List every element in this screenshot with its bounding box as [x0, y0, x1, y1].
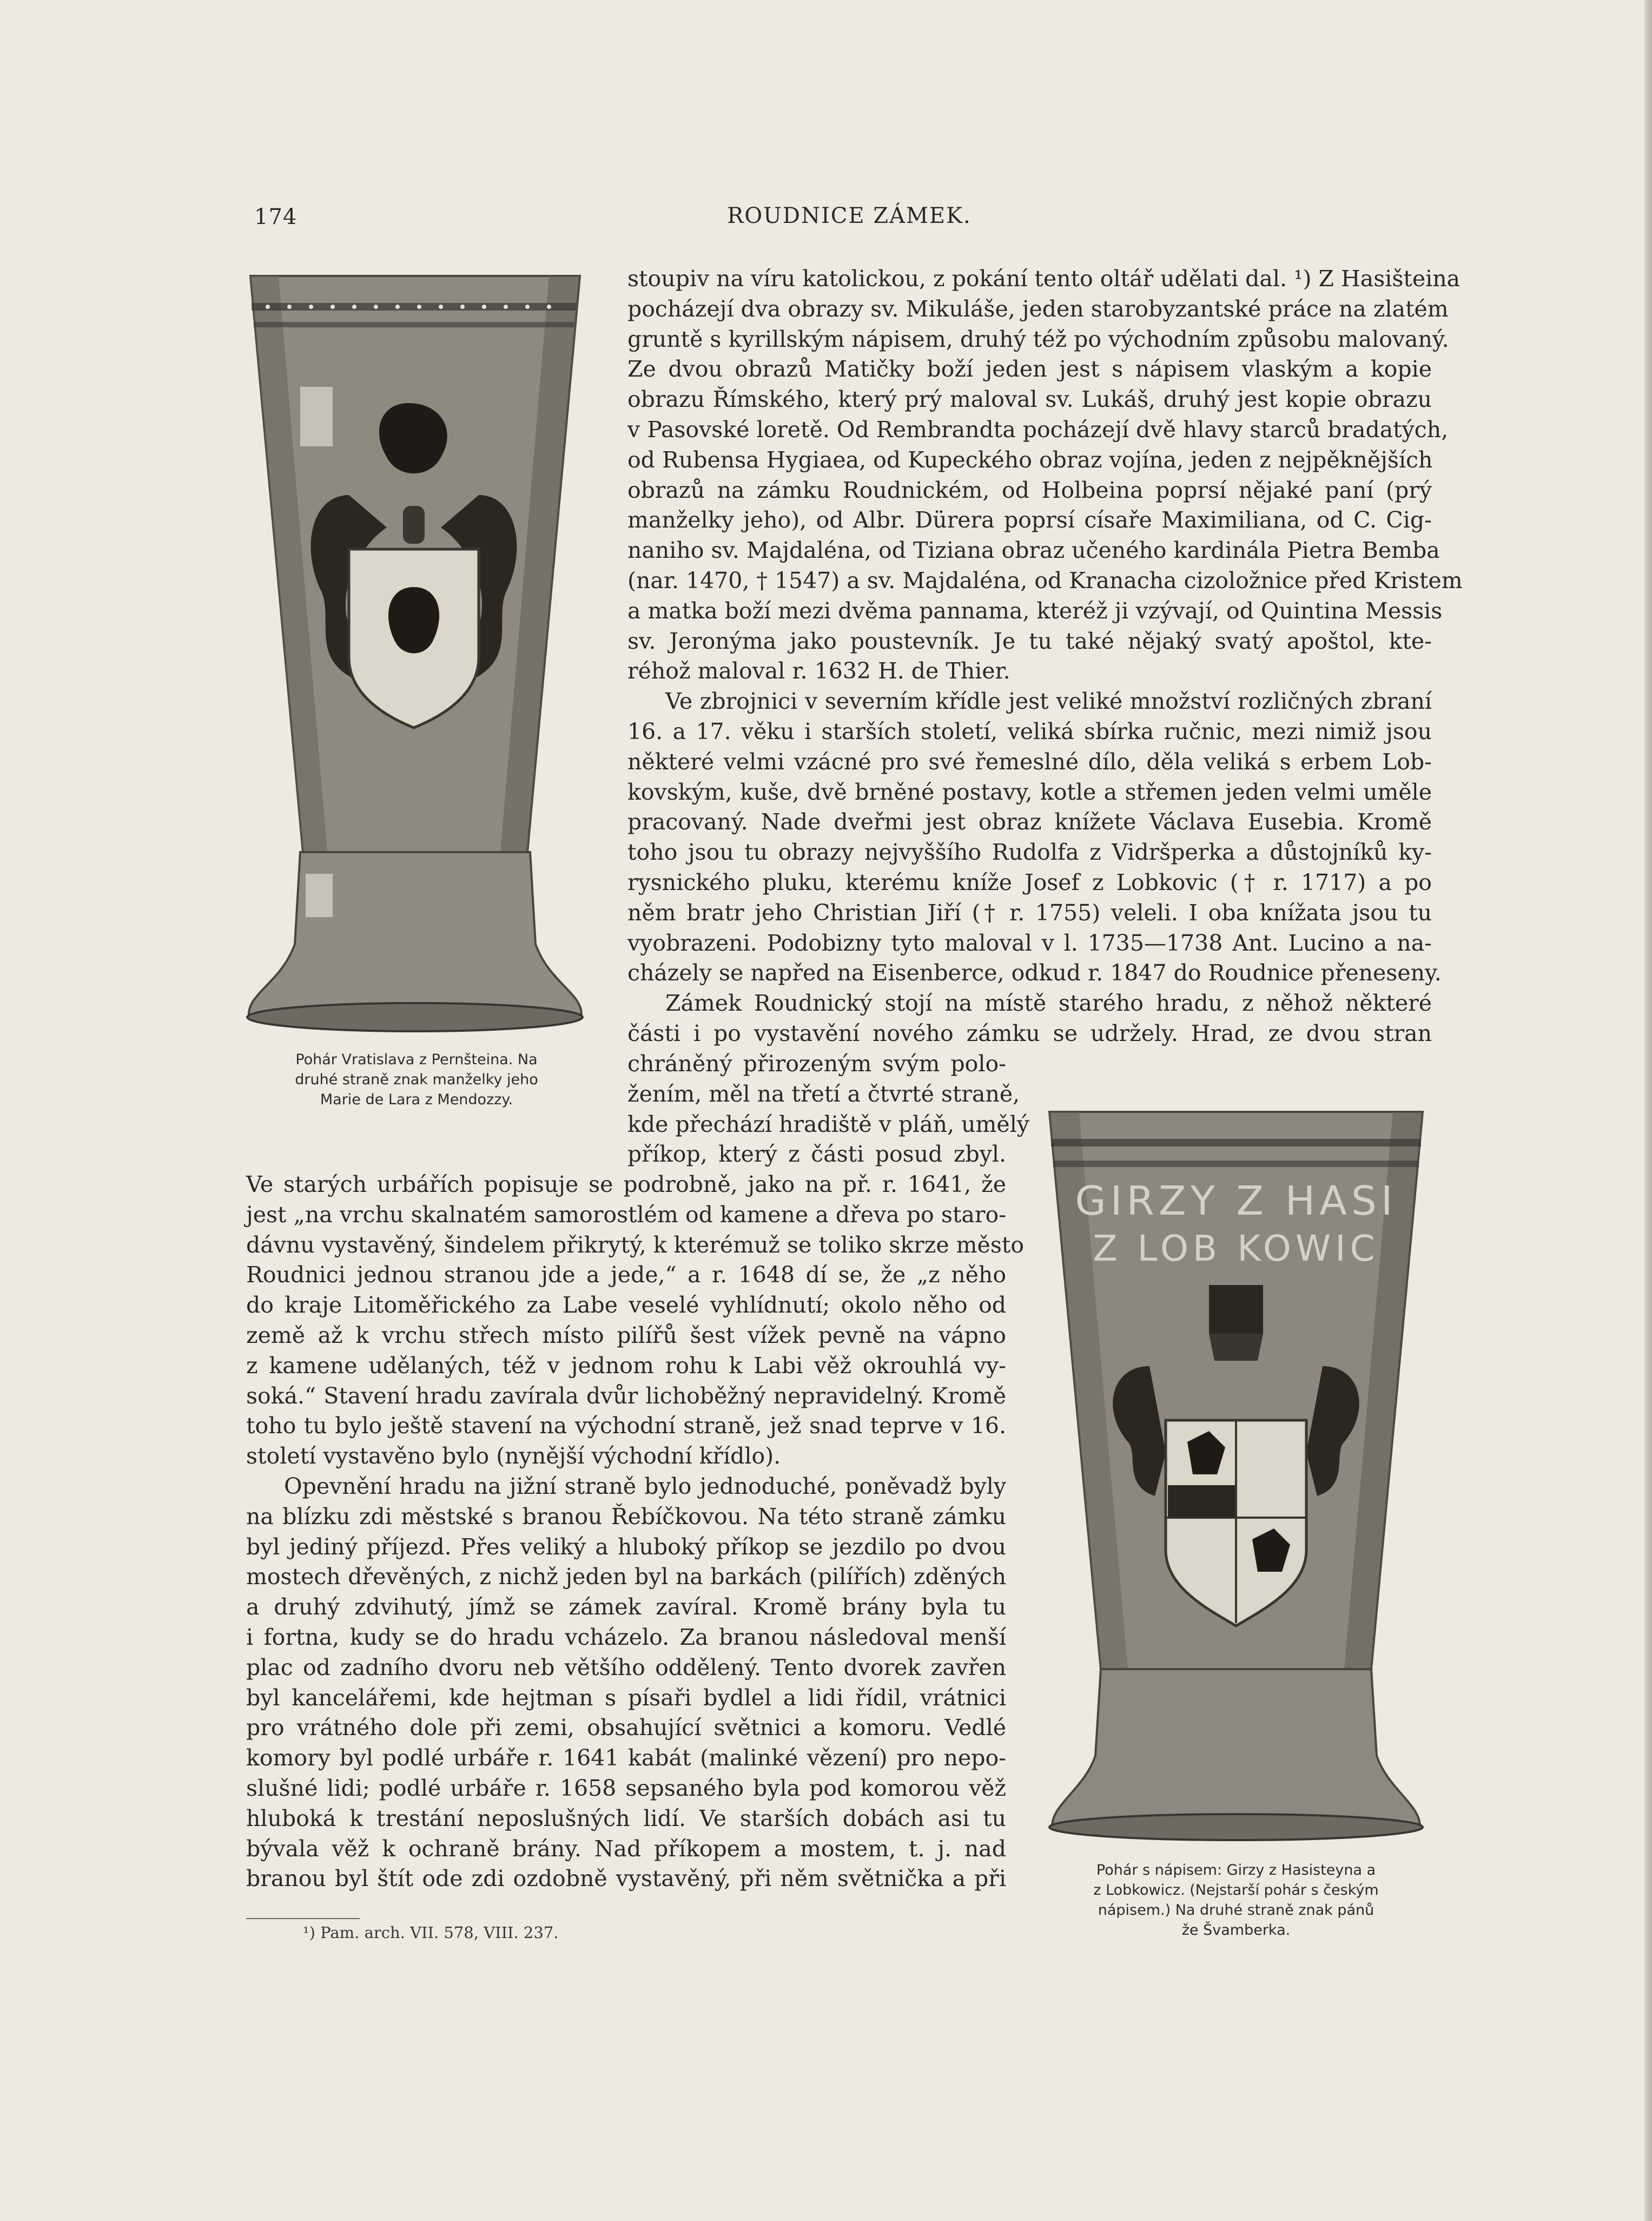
text-line: toho jsou tu obrazy nejvyššího Rudolfa z Vidršperka a důstojníků ky-	[627, 839, 1432, 866]
text-line: pracovaný. Nade dveřmi jest obraz knížete Václava Eusebia. Kromě	[627, 809, 1432, 835]
text-line: branou byl štít ode zdi ozdobně vystavěný, při něm světnička a při	[246, 1866, 1006, 1892]
goblet-pernstein-illustration	[246, 268, 584, 1036]
text-line: Opevnění hradu na jižní straně bylo jednoduché, poněvadž byly	[284, 1473, 1006, 1499]
text-line: sv. Jeronýma jako poustevník. Je tu také nějaký svatý apoštol, kte-	[627, 628, 1432, 654]
text-line: naniho sv. Majdaléna, od Tiziana obraz učeného kardinála Pietra Bemba	[627, 537, 1440, 564]
caption-line: Pohár Vratislava z Pernšteina. Na	[295, 1051, 538, 1068]
text-line: v Pasovské loretě. Od Rembrandta pocházejí dvě hlavy starců bradatých,	[627, 416, 1449, 443]
caption-line: nápisem.) Na druhé straně znak pánů	[1098, 1902, 1375, 1919]
text-line: pocházejí dva obrazy sv. Mikuláše, jeden starobyzantské práce na zlatém	[627, 295, 1449, 322]
text-line: (nar. 1470, † 1547) a sv. Majdaléna, od Kranacha cizoložnice před Kristem	[627, 567, 1463, 594]
figure-goblet-lobkowicz	[1047, 1106, 1425, 1842]
text-line: i fortna, kudy se do hradu vcházelo. Za branou následoval menší	[246, 1624, 1006, 1650]
text-line: slušné lidi; podlé urbáře r. 1658 sepsaného byla pod komorou věž	[246, 1775, 1006, 1801]
body-text-upper	[627, 264, 1463, 1049]
text-line: manželky jeho), od Albr. Dürera poprsí císaře Maximiliana, od C. Cig-	[627, 507, 1432, 533]
text-line: pro vrátného dole při zemi, obsahující světnici a komoru. Vedlé	[246, 1715, 1006, 1741]
text-line: některé velmi vzácné pro své řemeslné dílo, děla veliká s erbem Lob-	[627, 748, 1432, 775]
text-line: byl kancelářemi, kde hejtman s písaři bydlel a lidi řídil, vrátnici	[246, 1684, 1006, 1711]
body-text-lower	[246, 1170, 1025, 1894]
text-line: cházely se napřed na Eisenberce, odkud r. 1847 do Roudnice přeneseny.	[627, 960, 1442, 986]
inscription-line-1: GIRZY Z HASI	[1075, 1178, 1397, 1224]
text-line: soká.“ Stavení hradu zavírala dvůr lichoběžný nepravidelný. Kromě	[246, 1382, 1006, 1409]
text-line: Roudnici jednou stranou jde a jede,“ a r. 1648 dí se, že „z něho	[246, 1262, 1006, 1288]
text-line: z kamene udělaných, též v jednom rohu k Labi věž okrouhlá vy-	[246, 1352, 1006, 1379]
text-line: réhož maloval r. 1632 H. de Thier.	[627, 658, 1010, 684]
scan-edge	[1644, 0, 1652, 2221]
text-line: hluboká k trestání neposlušných lidí. Ve starších dobách asi tu	[246, 1805, 1006, 1831]
text-line: století vystavěno bylo (nynější východní křídlo).	[246, 1443, 781, 1469]
text-line: mostech dřevěných, z nichž jeden byl na barkách (pilířích) zděných	[246, 1564, 1006, 1590]
text-line: a matka boží mezi dvěma pannama, kteréž ji vzývají, od Quintina Messis	[627, 597, 1443, 624]
footnote: ¹) Pam. arch. VII. 578, VIII. 237.	[303, 1923, 559, 1942]
text-line: stoupiv na víru katolickou, z pokání tento oltář udělati dal. ¹) Z Hasišteina	[627, 266, 1461, 292]
text-line: obrazu Římského, který prý maloval sv. Lukáš, druhý jest kopie obrazu	[627, 386, 1432, 413]
text-line: toho tu bylo ještě stavení na východní straně, jež snad teprve v 16.	[246, 1413, 1006, 1439]
text-line: do kraje Litoměřického za Labe veselé vyhlídnutí; okolo něho od	[246, 1292, 1006, 1319]
caption-line: druhé straně znak manželky jeho	[295, 1071, 538, 1088]
page-number: 174	[254, 205, 298, 229]
figure-caption-right	[1030, 1860, 1442, 1940]
text-line: byl jediný příjezd. Přes veliký a hluboký příkop se jezdilo po dvou	[246, 1533, 1006, 1560]
text-line: dávnu vystavěný, šindelem přikrytý, k kterémuž se toliko skrze město	[246, 1231, 1025, 1258]
text-line: jest „na vrchu skalnatém samorostlém od kamene a dřeva po staro-	[246, 1201, 1006, 1228]
text-line: obrazů na zámku Roudnickém, od Holbeina poprsí nějaké paní (prý	[627, 477, 1432, 503]
text-line: kovským, kuše, dvě brněné postavy, kotle a střemen jeden velmi uměle	[627, 779, 1432, 805]
text-line: a druhý zdvihutý, jímž se zámek zavíral. Kromě brány byla tu	[246, 1594, 1006, 1620]
text-line: země až k vrchu střech místo pilířů šest vížek pevně na vápno	[246, 1322, 1006, 1348]
caption-line: Pohár s nápisem: Girzy z Hasisteyna a	[1096, 1862, 1376, 1879]
caption-line: z Lobkowicz. (Nejstarší pohár s českým	[1093, 1882, 1379, 1899]
caption-line: Marie de Lara z Mendozzy.	[320, 1091, 513, 1108]
text-line: příkop, který z části posud zbyl.	[627, 1141, 1006, 1168]
text-line: Ze dvou obrazů Matičky boží jeden jest s nápisem vlaským a kopie	[627, 356, 1432, 383]
text-line: gruntě s kyrillským nápisem, druhý též po východním způsobu malovaný.	[627, 326, 1449, 352]
text-line: 16. a 17. věku i starších století, veliká sbírka ručnic, mezi nimiž jsou	[627, 718, 1432, 744]
text-line: od Rubensa Hygiaea, od Kupeckého obraz vojína, jeden z nejpěknějších	[627, 446, 1433, 473]
body-text-narrow	[627, 1049, 1029, 1170]
text-line: kde přechází hradiště v pláň, umělý	[627, 1111, 1029, 1137]
text-line: bývala věž k ochraně brány. Nad příkopem a mostem, t. j. nad	[246, 1835, 1006, 1862]
figure-caption-left	[238, 1050, 595, 1110]
text-line: komory byl podlé urbáře r. 1641 kabát (malinké vězení) pro nepo-	[246, 1745, 1006, 1771]
text-line: plac od zadního dvoru neb většího oddělený. Tento dvorek zavřen	[246, 1654, 1006, 1680]
text-line: něm bratr jeho Christian Jiří († r. 1755) veleli. I oba knížata jsou tu	[627, 899, 1432, 926]
text-line: na blízku zdi městské s branou Řebíčkovou. Na této straně zámku	[246, 1503, 1006, 1530]
running-title: ROUDNICE ZÁMEK.	[727, 203, 972, 228]
text-line: Ve starých urbářích popisuje se podrobně, jako na př. r. 1641, že	[246, 1171, 1006, 1197]
text-line: vyobrazeni. Podobizny tyto maloval v l. 1735—1738 Ant. Lucino a na-	[627, 930, 1432, 956]
caption-line: že Švamberka.	[1181, 1922, 1291, 1939]
inscription-line-2: Z LOB KOWIC	[1093, 1228, 1379, 1269]
text-line: části i po vystavění nového zámku se udržely. Hrad, ze dvou stran	[627, 1020, 1432, 1046]
figure-goblet-pernstein	[246, 268, 584, 1036]
text-line: Ve zbrojnici v severním křídle jest veliké množství rozličných zbraní	[665, 688, 1432, 715]
text-line: Zámek Roudnický stojí na místě starého hradu, z něhož některé	[665, 990, 1432, 1017]
text-line: chráněný přirozeným svým polo-	[627, 1051, 1006, 1077]
footnote-divider	[246, 1918, 360, 1919]
goblet-lobkowicz-illustration	[1047, 1106, 1425, 1842]
text-line: rysnického pluku, kterému kníže Josef z Lobkovic († r. 1717) a po	[627, 869, 1432, 895]
text-line: žením, měl na třetí a čtvrté straně,	[627, 1080, 1020, 1107]
